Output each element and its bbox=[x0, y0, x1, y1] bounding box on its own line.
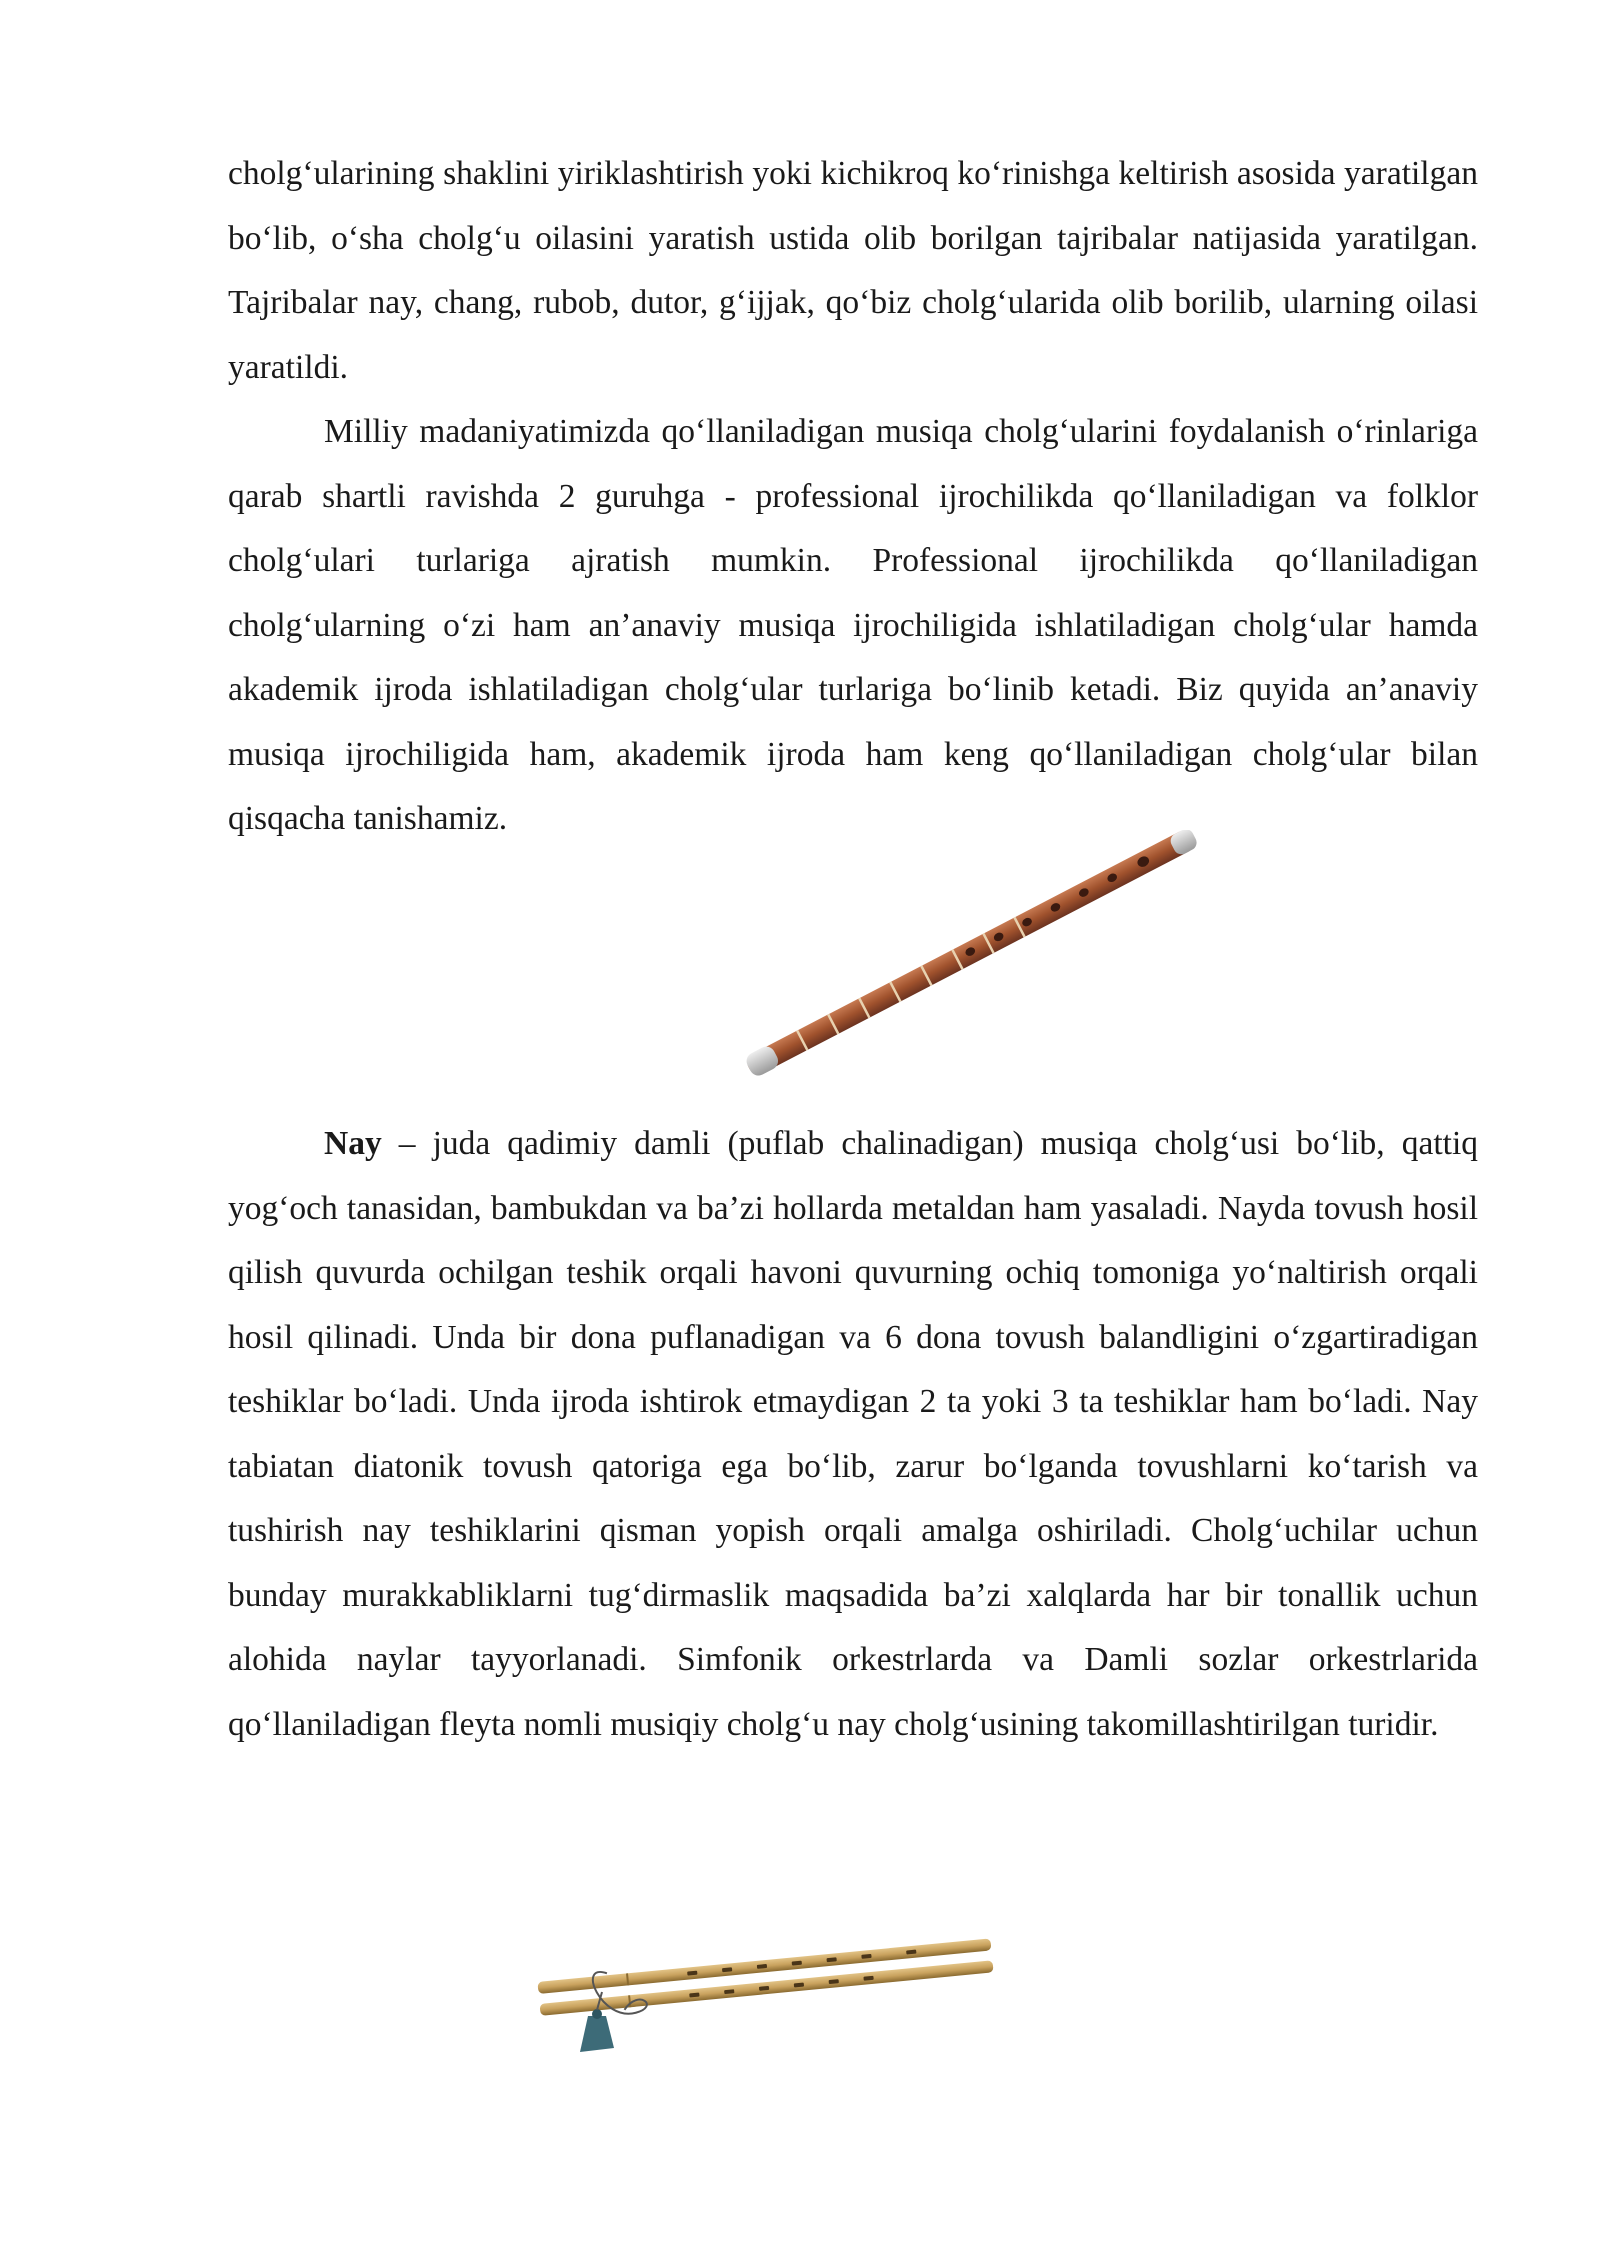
term-nay: Nay bbox=[324, 1125, 382, 1162]
nay-description: – juda qadimiy damli (puflab chalinadigan) musiqa cholg‘usi bo‘lib, qattiq yog‘och tanasidan, bambukdan va ba’zi hollarda metaldan ham yasaladi. Nayda tovush hosil qilish quvurda ochilgan teshik orqali havoni quvurning ochiq tomoniga yo‘naltirish orqali hosil qilinadi. Unda bir dona puflanadigan va 6 dona tovush balandligini o‘zgartiradigan teshiklar bo‘ladi. Unda ijroda ishtirok etmaydigan 2 ta yoki 3 ta teshiklar ham bo‘ladi. Nay tabiatan diatonik tovush qatoriga ega bo‘lib, zarur bo‘lganda tovushlarni ko‘tarish va tushirish nay teshiklarini qisman yopish orqali amalga oshiriladi. Cholg‘uchilar uchun bunday murakkabliklarni tug‘dirmaslik maqsadida ba’zi xalqlarda har bir tonallik uchun alohida naylar tayyorlanadi. Simfonik orkestrlarda va Damli sozlar orkestrlarida qo‘llaniladigan fleyta nomli musiqiy cholg‘u nay cholg‘usining takomillashtirilgan turidir. bbox=[228, 1125, 1478, 1743]
paragraph-continuation: cholg‘ularining shaklini yiriklashtirish yoki kichikroq ko‘rinishga keltirish asosida yaratilgan bo‘lib, o‘sha cholg‘u oilasini yaratish ustida olib borilgan tajribalar natijasida yaratilgan. Tajribalar nay, chang, rubob, dutor, g‘ijjak, qo‘biz cholg‘ularida olib borilib, ularning oilasi yaratildi. bbox=[228, 155, 1478, 386]
double-bamboo-flute-image bbox=[530, 1920, 1000, 2070]
paragraph-classification: Milliy madaniyatimizda qo‘llaniladigan musiqa cholg‘ularini foydalanish o‘rinlariga qarab shartli ravishda 2 guruhga - professional ijrochilikda qo‘llaniladigan va folklor cholg‘ulari turlariga ajratish mumkin. Professional ijrochilikda qo‘llaniladigan cholg‘ularning o‘zi ham an’anaviy musiqa ijrochiligida ishlatiladigan cholg‘ular hamda akademik ijroda ishlatiladigan cholg‘ular turlariga bo‘linib ketadi. Biz quyida an’anaviy musiqa ijrochiligida ham, akademik ijroda ham keng qo‘llaniladigan cholg‘ular bilan qisqacha tanishamiz. bbox=[228, 413, 1478, 837]
text-section-nay bbox=[228, 1112, 1478, 1757]
text-section-intro bbox=[228, 142, 1478, 852]
nay-flute-image bbox=[725, 830, 1265, 1090]
flute-illustration bbox=[725, 830, 1265, 1090]
paragraph-nay bbox=[228, 1112, 1478, 1757]
double-flute-illustration bbox=[530, 1920, 1000, 2070]
